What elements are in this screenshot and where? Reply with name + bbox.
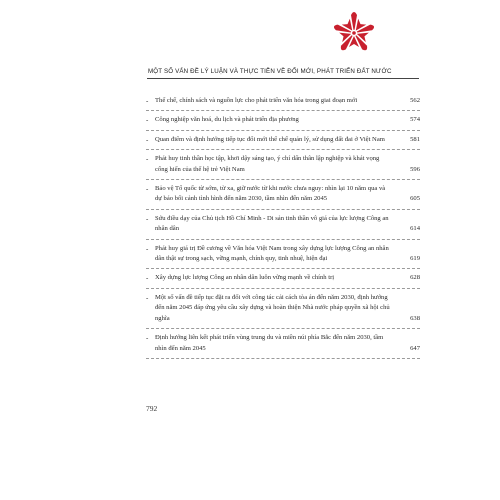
entry-title: Sứu điều dạy của Chủ tịch Hồ Chí Minh - Di sản tinh thần vô giá của lực lượng Công an nhân dân xyxy=(155,214,389,233)
entry-page-number: 562 xyxy=(410,97,420,104)
publisher-logo-icon xyxy=(328,6,380,58)
toc-entry xyxy=(146,150,420,180)
entry-bullet: - xyxy=(146,244,149,253)
entry-page-number: 628 xyxy=(410,274,420,282)
toc-entry xyxy=(146,269,420,288)
entry-title: Quan điểm và định hướng tiếp tục đổi mới thể chế quản lý, sử dụng đất đai ở Việt Nam xyxy=(155,135,385,143)
toc-entry xyxy=(146,240,420,270)
entry-page-number: 574 xyxy=(410,116,420,124)
entry-page-number: 619 xyxy=(410,255,420,263)
toc-entry xyxy=(146,329,420,359)
entry-page-number: 647 xyxy=(410,344,420,352)
toc-entry xyxy=(146,180,420,210)
entry-bullet: - xyxy=(146,274,149,283)
entry-title: Thể chế, chính sách và nguồn lực cho phát triển văn hóa trong giai đoạn mới xyxy=(155,97,358,104)
toc-entry xyxy=(146,289,420,329)
entry-bullet: - xyxy=(146,155,149,164)
toc-entry xyxy=(146,131,420,150)
entry-title: Một số vấn đề tiếp tục đặt ra đối với công tác cải cách tòa án đến năm 2030, định hướng đến năm 2045 đáp ứng yêu cầu xây dựng và hoàn thiện Nhà nước pháp quyền xã hội chủ nghĩa xyxy=(155,293,390,322)
entry-title: Bảo vệ Tổ quốc từ sớm, từ xa, giữ nước từ khi nước chưa nguy: nhìn lại 10 năm qua và dự báo bối cảnh tình hình đến năm 2030, tầm nhìn đến năm 2045 xyxy=(155,185,386,203)
running-header: MỘT SỐ VẤN ĐỀ LÝ LUẬN VÀ THỰC TIỄN VỀ ĐỔI MỚI, PHÁT TRIỂN ĐẤT NƯỚC xyxy=(148,68,392,75)
entry-page-number: 596 xyxy=(410,165,420,173)
entry-page-number: 581 xyxy=(410,135,420,143)
entry-page-number: 614 xyxy=(410,225,420,233)
page-number: 792 xyxy=(146,404,158,413)
entry-bullet: - xyxy=(146,185,149,194)
table-of-contents xyxy=(146,92,420,359)
entry-title: Phát huy tinh thần học tập, khơi dậy sáng tạo, ý chí dấn thân lập nghiệp và khát vọng cống hiến của thế hệ trẻ Việt Nam xyxy=(155,155,380,173)
toc-entry xyxy=(146,92,420,111)
entry-bullet: - xyxy=(146,97,149,105)
entry-bullet: - xyxy=(146,334,149,343)
entry-bullet: - xyxy=(146,293,149,302)
entry-bullet: - xyxy=(146,214,149,223)
entry-page-number: 638 xyxy=(410,314,420,322)
entry-title: Định hướng liên kết phát triển vùng trung du và miền núi phía Bắc đến năm 2030, tầm nhìn đến năm 2045 xyxy=(155,334,384,352)
entry-title: Phát huy giá trị Đề cương về Văn hóa Việt Nam trong xây dựng lực lượng Công an nhân dân thật sự trong sạch, vững mạnh, chính quy, tinh nhuệ, hiện đại xyxy=(155,244,389,263)
entry-bullet: - xyxy=(146,135,149,144)
entry-title: Xây dựng lực lượng Công an nhân dân luôn vững mạnh về chính trị xyxy=(155,274,335,282)
toc-entry xyxy=(146,210,420,240)
toc-entry xyxy=(146,111,420,130)
header-divider xyxy=(147,78,419,79)
entry-page-number: 605 xyxy=(410,195,420,203)
entry-title: Công nghiệp văn hoá, du lịch và phát triển địa phương xyxy=(155,116,299,124)
entry-bullet: - xyxy=(146,116,149,125)
